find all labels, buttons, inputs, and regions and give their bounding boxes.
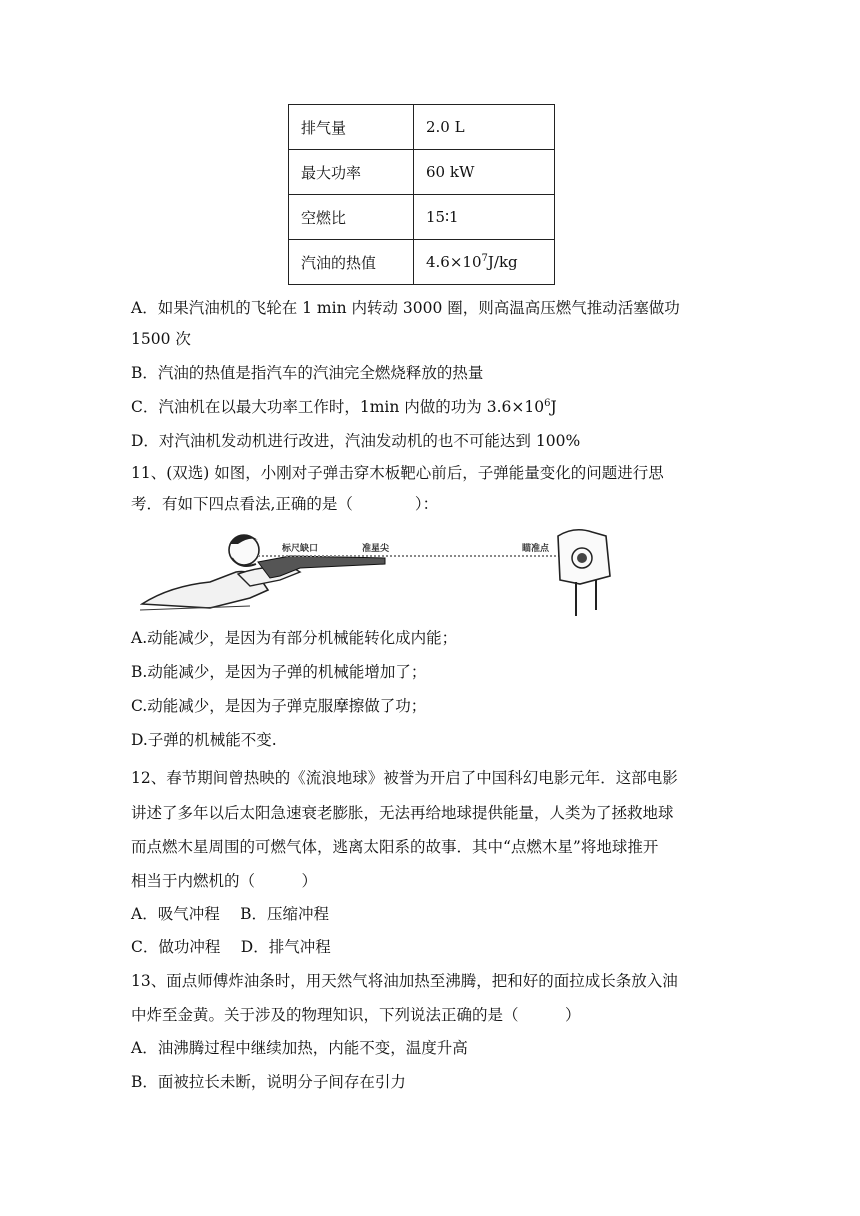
table-row — [289, 105, 555, 150]
q11-option-d: D.子弹的机械能不变. — [131, 731, 277, 749]
q12-options-cd: C．做功冲程 D．排气冲程 — [131, 938, 331, 956]
q11-option-c: C.动能减少，是因为子弹克服摩擦做了功； — [131, 697, 427, 715]
table-row — [289, 240, 555, 285]
q11-option-b: B.动能减少，是因为子弹的机械能增加了； — [131, 663, 427, 681]
q13-stem-line1: 13、面点师傅炸油条时，用天然气将油加热至沸腾，把和好的面拉成长条放入油 — [131, 972, 678, 990]
table-cell-value: 60 kW — [414, 150, 555, 195]
q13-stem-line2: 中炸至金黄。关于涉及的物理知识，下列说法正确的是（ ） — [131, 1006, 581, 1024]
q11-stem-line1: 11、(双选) 如图，小刚对子弹击穿木板靶心前后，子弹能量变化的问题进行思 — [131, 464, 664, 482]
q13-option-a: A．油沸腾过程中继续加热，内能不变，温度升高 — [131, 1039, 468, 1057]
q10-option-c-text: C．汽油机在以最大功率工作时，1min 内做的功为 3.6×10 — [131, 398, 545, 416]
q10-option-a-line2: 1500 次 — [131, 330, 191, 348]
q13-option-b: B．面被拉长未断，说明分子间存在引力 — [131, 1073, 406, 1091]
table-row — [289, 150, 555, 195]
table-cell-label: 汽油的热值 — [289, 240, 414, 285]
label-front-sight: 准星尖 — [362, 544, 390, 554]
label-rear-sight: 标尺缺口 — [282, 544, 319, 554]
q11-option-a: A.动能减少，是因为有部分机械能转化成内能； — [131, 629, 458, 647]
heat-value-exponent: 7 — [481, 253, 488, 264]
table-cell-label: 最大功率 — [289, 150, 414, 195]
table-cell-label: 空燃比 — [289, 195, 414, 240]
table-cell-value: 15∶1 — [414, 195, 555, 240]
q10-option-c-exponent: 6 — [544, 397, 551, 409]
table-cell-value — [414, 240, 555, 285]
q10-option-d: D．对汽油机发动机进行改进，汽油发动机的也不可能达到 100% — [131, 432, 581, 450]
q12-stem-line2: 讲述了多年以后太阳急速衰老膨胀，无法再给地球提供能量，人类为了拯救地球 — [131, 804, 674, 822]
heat-value-main: 4.6×10 — [426, 253, 482, 271]
q11-stem-line2: 考．有如下四点看法,正确的是（ ）： — [131, 495, 439, 513]
rifle — [258, 556, 385, 578]
engine-spec-table — [288, 104, 555, 285]
table-cell-label: 排气量 — [289, 105, 414, 150]
q12-stem-line1: 12、春节期间曾热映的《流浪地球》被誉为开启了中国科幻电影元年．这部电影 — [131, 769, 678, 787]
table-cell-value: 2.0 L — [414, 105, 555, 150]
heat-value-unit: J/kg — [487, 253, 518, 271]
q10-option-a-line1: A．如果汽油机的飞轮在 1 min 内转动 3000 圈，则高温高压燃气推动活塞做功 — [131, 299, 680, 317]
table-row — [289, 195, 555, 240]
label-aim-point: 瞄准点 — [522, 544, 550, 554]
q10-option-c-unit: J — [550, 398, 557, 416]
q10-option-b: B．汽油的热值是指汽车的汽油完全燃烧释放的热量 — [131, 364, 484, 382]
rifle-aiming-figure — [140, 526, 620, 618]
q12-options-ab: A．吸气冲程 B．压缩冲程 — [131, 905, 330, 923]
q10-option-c — [131, 397, 557, 417]
q12-stem-line4: 相当于内燃机的（ ） — [131, 872, 318, 890]
q12-stem-line3: 而点燃木星周围的可燃气体，逃离太阳系的故事．其中“点燃木星”将地球推开 — [131, 838, 659, 856]
